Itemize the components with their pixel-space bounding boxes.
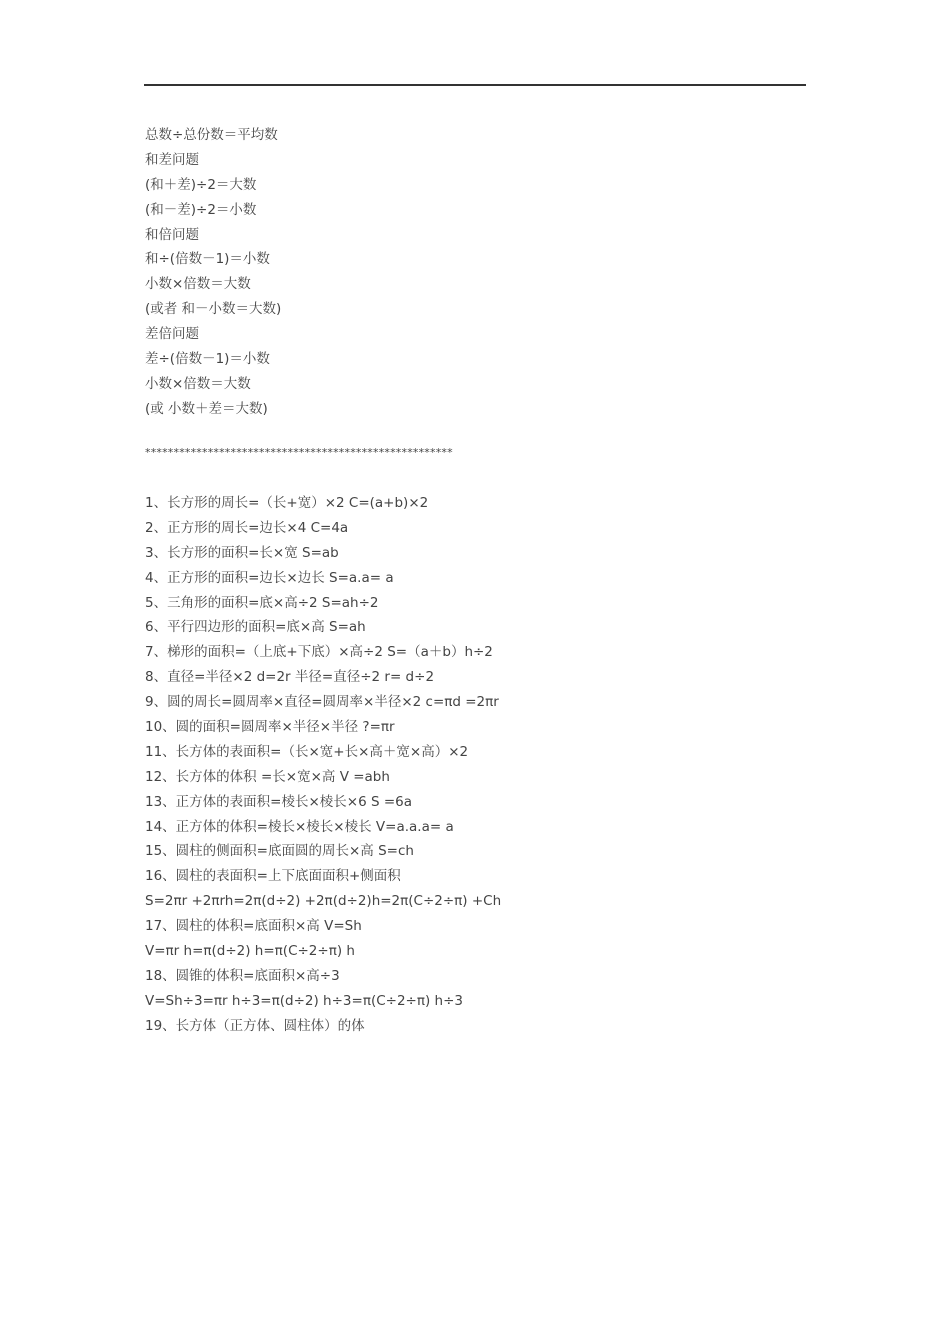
formula-line: V=πr h=π(d÷2) h=π(C÷2÷π) h xyxy=(145,943,355,960)
word-problem-section xyxy=(145,123,805,422)
text-line: (和－差)÷2＝小数 xyxy=(145,201,257,218)
section-heading: 和差问题 xyxy=(145,151,199,168)
asterisk-separator: ****************************************************** xyxy=(145,446,453,459)
formula-line: 17、圆柱的体积=底面积×高 V=Sh xyxy=(145,918,362,935)
formula-line: 11、长方体的表面积=（长×宽+长×高＋宽×高）×2 xyxy=(145,743,469,760)
text-line: 和÷(倍数－1)＝小数 xyxy=(145,251,270,268)
formula-line: 14、正方体的体积=棱长×棱长×棱长 V=a.a.a= a xyxy=(145,818,454,835)
formula-line: 1、长方形的周长=（长+宽）×2 C=(a+b)×2 xyxy=(145,495,429,511)
formula-line: 16、圆柱的表面积=上下底面面积+侧面积 xyxy=(145,868,401,885)
formula-line: 9、圆的周长=圆周率×直径=圆周率×半径×2 c=πd =2πr xyxy=(145,694,499,711)
text-line: 总数÷总份数＝平均数 xyxy=(145,127,278,143)
text-line: (或 小数＋差＝大数) xyxy=(145,400,268,417)
text-line: 小数×倍数＝大数 xyxy=(145,276,251,293)
formula-line: 10、圆的面积=圆周率×半径×半径 ?=πr xyxy=(145,719,395,736)
geometry-formulas-section xyxy=(145,491,805,1039)
formula-line: 2、正方形的周长=边长×4 C=4a xyxy=(145,519,349,536)
text-line: (或者 和－小数＝大数) xyxy=(145,301,282,318)
text-line: 差÷(倍数－1)＝小数 xyxy=(145,351,270,368)
formula-line: 7、梯形的面积=（上底+下底）×高÷2 S=（a＋b）h÷2 xyxy=(145,644,493,661)
formula-line: 15、圆柱的侧面积=底面圆的周长×高 S=ch xyxy=(145,843,414,860)
formula-line: 4、正方形的面积=边长×边长 S=a.a= a xyxy=(145,569,394,586)
formula-line: 5、三角形的面积=底×高÷2 S=ah÷2 xyxy=(145,594,379,611)
formula-line: 13、正方体的表面积=棱长×棱长×6 S =6a xyxy=(145,793,413,810)
text-line: (和＋差)÷2＝大数 xyxy=(145,176,257,193)
formula-line: V=Sh÷3=πr h÷3=π(d÷2) h÷3=π(C÷2÷π) h÷3 xyxy=(145,992,463,1009)
formula-line: 6、平行四边形的面积=底×高 S=ah xyxy=(145,619,366,636)
formula-line: S=2πr +2πrh=2π(d÷2) +2π(d÷2)h=2π(C÷2÷π) +Ch xyxy=(145,893,502,910)
formula-line: 3、长方形的面积=长×宽 S=ab xyxy=(145,544,339,561)
section-heading: 差倍问题 xyxy=(145,326,199,343)
formula-line: 19、长方体（正方体、圆柱体）的体 xyxy=(145,1017,365,1034)
section-heading: 和倍问题 xyxy=(145,226,199,243)
header-rule xyxy=(144,84,806,86)
text-line: 小数×倍数＝大数 xyxy=(145,375,251,392)
formula-line: 8、直径=半径×2 d=2r 半径=直径÷2 r= d÷2 xyxy=(145,669,435,686)
formula-line: 18、圆锥的体积=底面积×高÷3 xyxy=(145,967,340,984)
formula-line: 12、长方体的体积 =长×宽×高 V =abh xyxy=(145,768,390,785)
